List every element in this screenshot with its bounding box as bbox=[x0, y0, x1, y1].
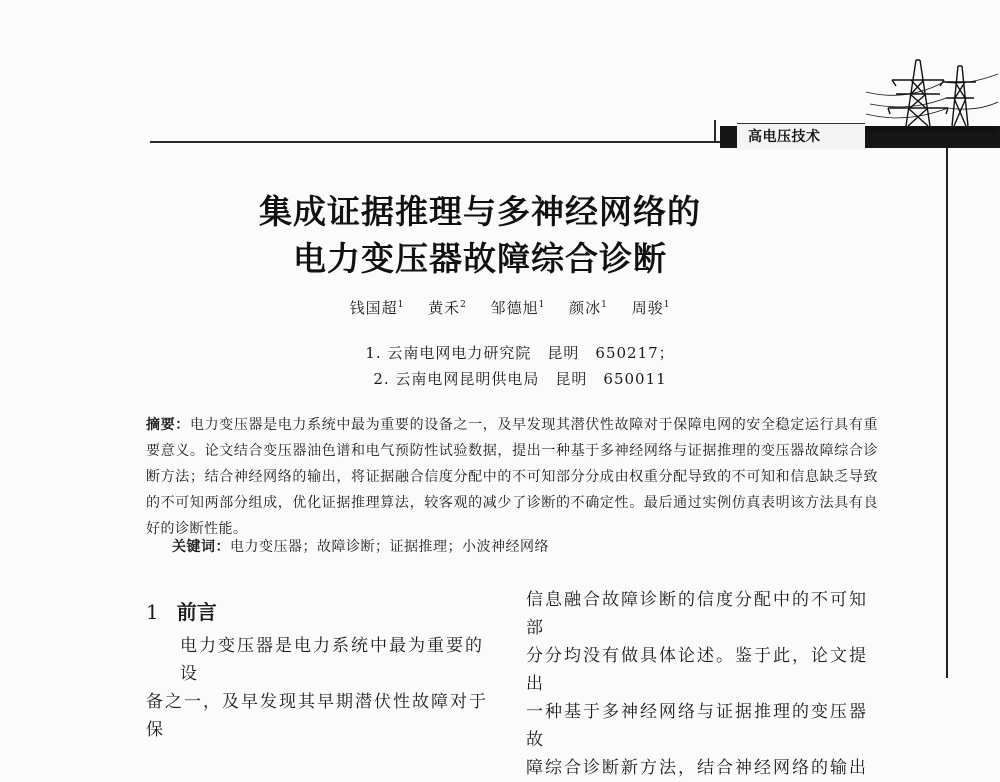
abstract-block bbox=[146, 412, 878, 542]
paper-title-line-1: 集成证据推理与多神经网络的 bbox=[259, 192, 701, 231]
section-title: 前言 bbox=[176, 600, 217, 624]
keywords-label: 关键词： bbox=[172, 539, 230, 555]
header-rule-hook bbox=[714, 120, 716, 143]
author: 邹德旭$^1$ bbox=[490, 299, 546, 317]
header-rule bbox=[150, 141, 720, 143]
author: 钱国超$^1$ bbox=[349, 299, 405, 317]
abstract-label: 摘要： bbox=[146, 417, 190, 433]
body-text-line: 电力变压器是电力系统中最为重要的设 bbox=[180, 636, 484, 684]
body-text-line: 障综合诊断新方法，结合神经网络的输出 bbox=[526, 758, 868, 778]
power-tower-icon bbox=[866, 52, 998, 132]
keywords-block bbox=[172, 536, 549, 556]
affiliation: 1. 云南电网电力研究院 昆明 650217； bbox=[365, 344, 675, 362]
section-number: 1 bbox=[146, 600, 159, 624]
body-text-line: 分分均没有做具体论述。鉴于此，论文提出 bbox=[526, 646, 868, 694]
author: 黄禾$^2$ bbox=[428, 299, 467, 317]
journal-section-label: 高电压技术 bbox=[748, 129, 821, 145]
body-text-line: 信息融合故障诊断的信度分配中的不可知部 bbox=[526, 590, 868, 638]
body-text-line: 备之一，及早发现其早期潜伏性故障对于保 bbox=[146, 692, 488, 740]
author-list bbox=[0, 297, 1000, 318]
left-column-text bbox=[146, 632, 496, 744]
abstract-text: 电力变压器是电力系统中最为重要的设备之一，及早发现其潜伏性故障对于保障电网的安全稳定运行具有重要意义。论文结合变压器油色谱和电气预防性试验数据，提出一种基于多神经网络与证据推理的变压器故障综合诊断方法；结合神经网络的输出，将证据融合信度分配中的不可知部分分成由权重分配导致的不可知和信息缺乏导致的不可知两部分组成，优化证据推理算法，较客观的减少了诊断的不确定性。最后通过实例仿真表明该方法具有良好的诊断性能。 bbox=[146, 417, 879, 537]
affiliation: 2. 云南电网昆明供电局 昆明 650011 bbox=[373, 370, 667, 388]
section-heading bbox=[146, 596, 217, 625]
author: 颜冰$^1$ bbox=[569, 299, 608, 317]
paper-title-line-2: 电力变压器故障综合诊断 bbox=[293, 239, 667, 278]
body-text-line: 一种基于多神经网络与证据推理的变压器故 bbox=[526, 702, 868, 750]
keywords-text: 电力变压器；故障诊断；证据推理；小波神经网络 bbox=[230, 539, 549, 555]
author: 周骏$^1$ bbox=[631, 299, 671, 317]
right-column-text bbox=[526, 586, 876, 782]
